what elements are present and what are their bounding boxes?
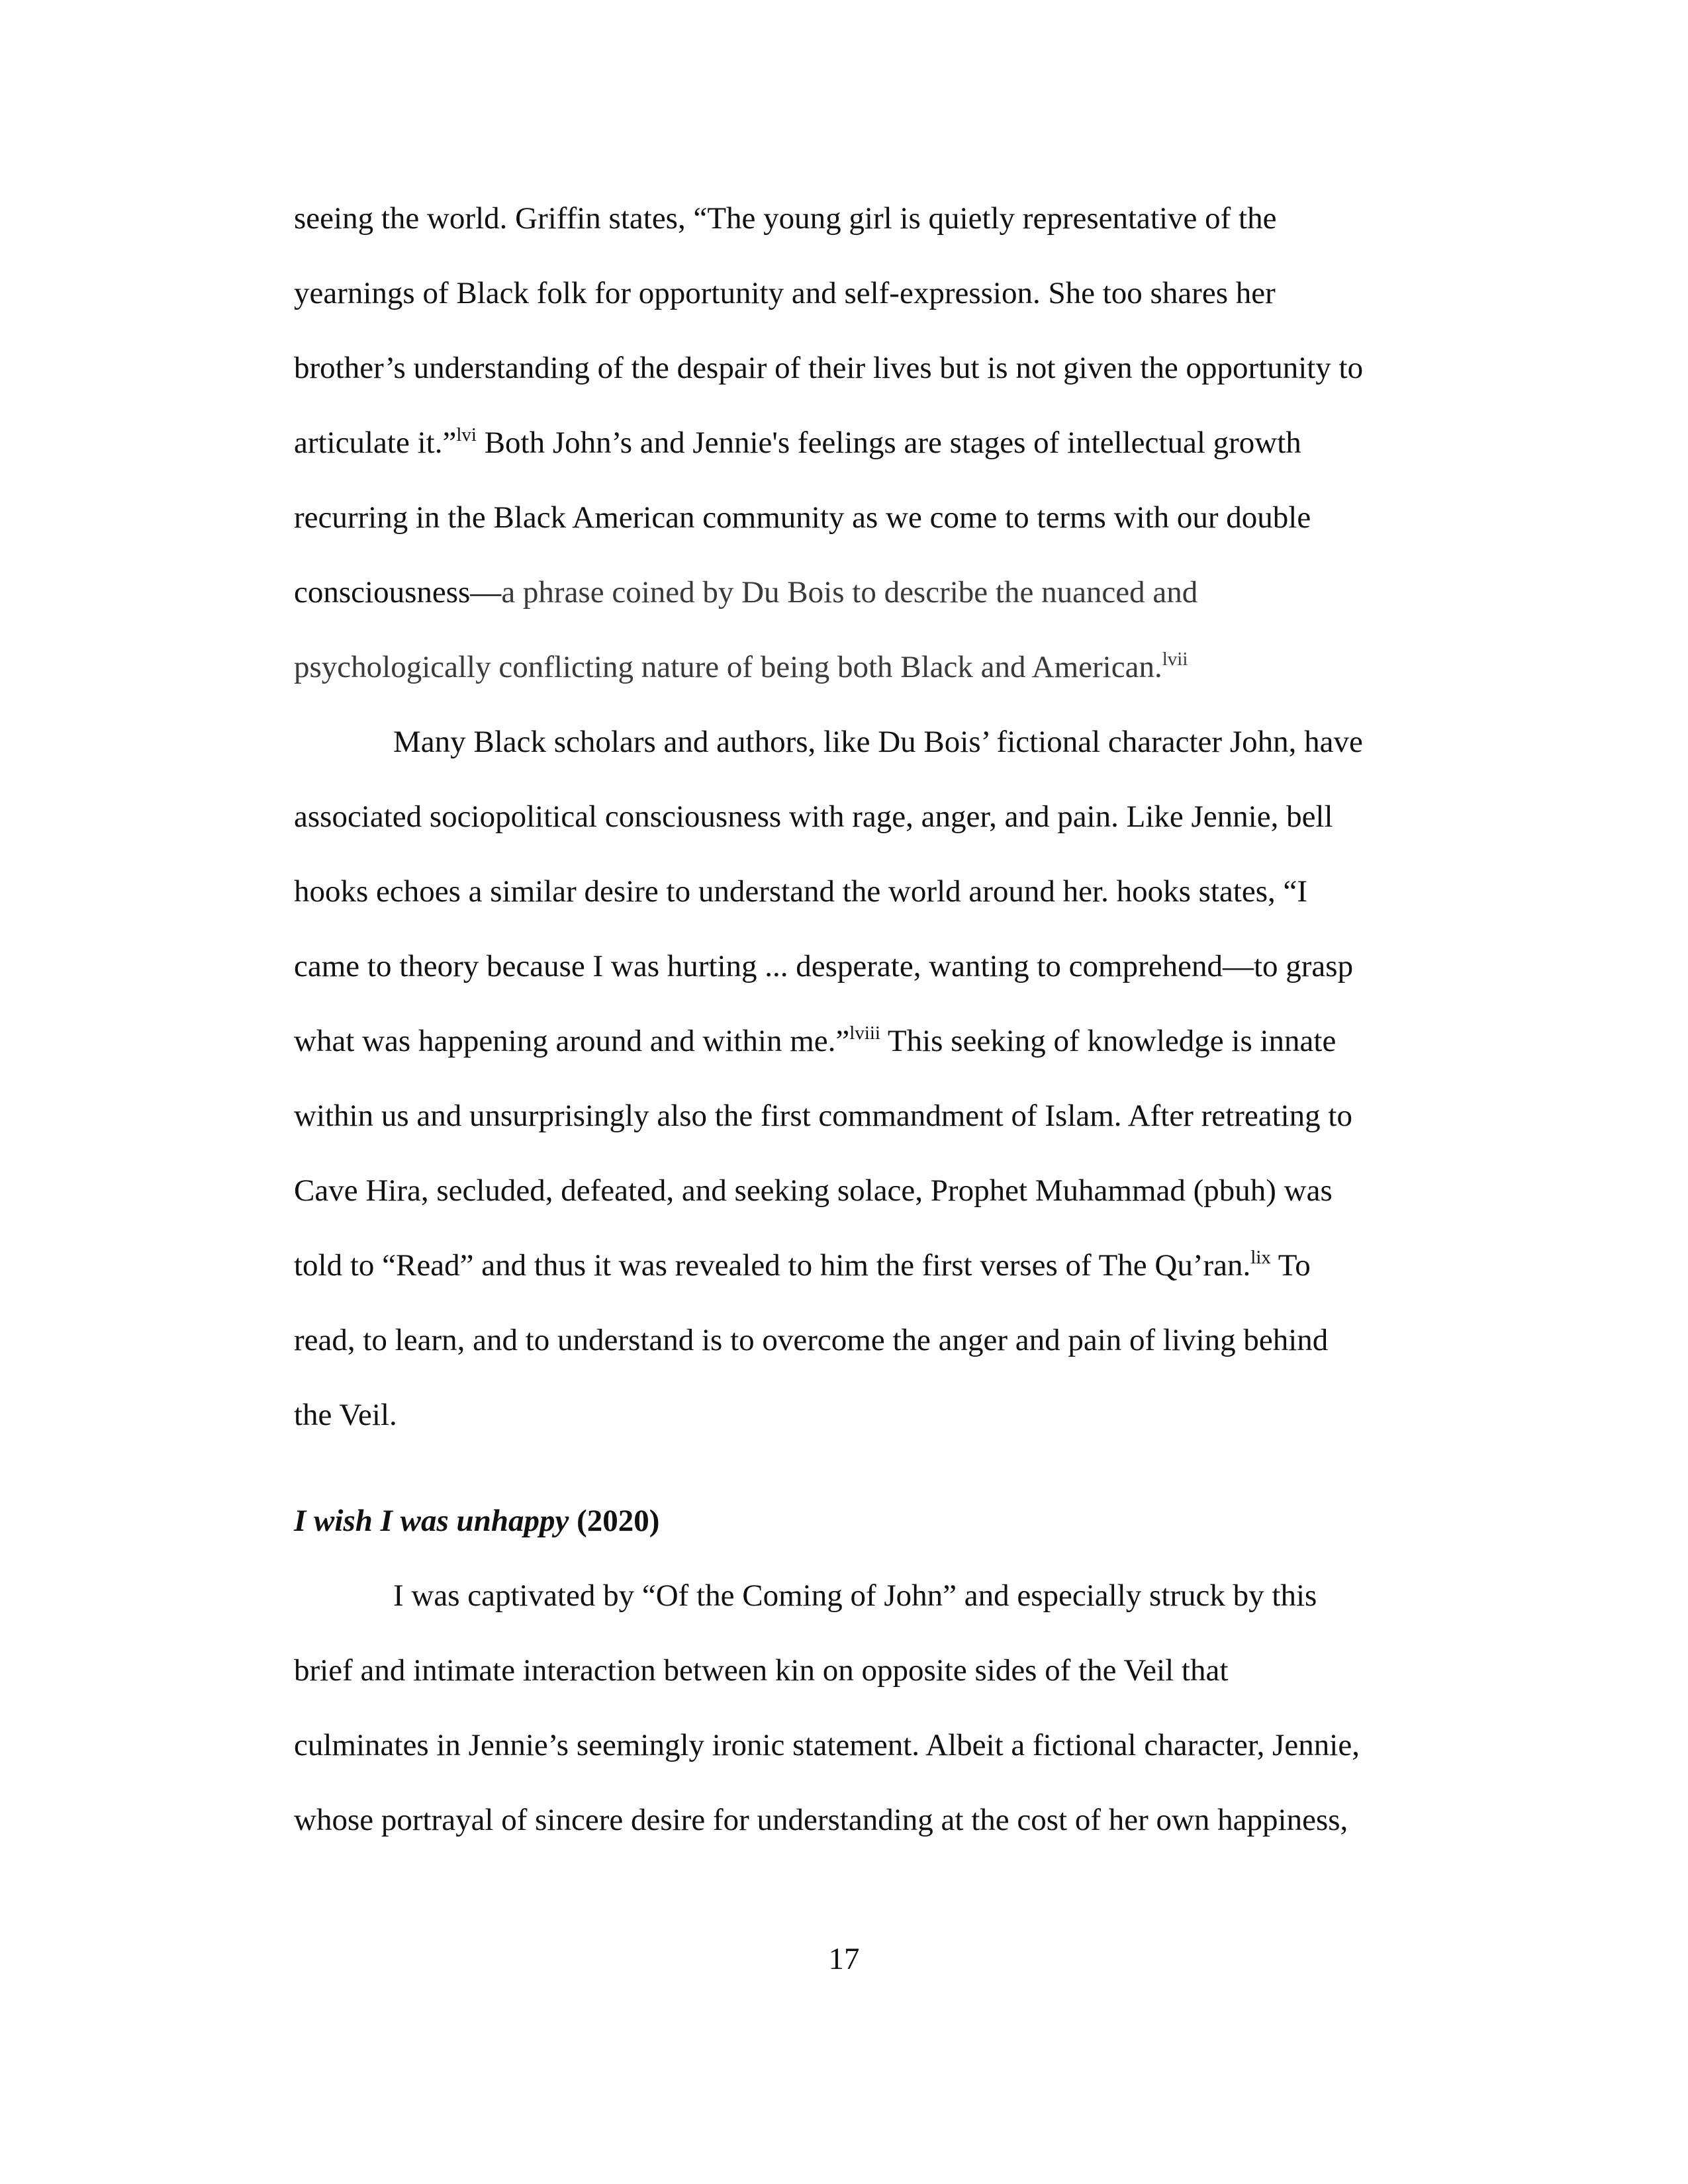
endnote-marker: lvii <box>1162 649 1188 670</box>
paragraph-3-line-2: brief and intimate interaction between kin on opposite sides of the Veil that <box>294 1653 1229 1688</box>
section-heading <box>294 1502 659 1539</box>
line-text-grey: psychologically conflicting nature of being both Black and American. <box>294 650 1162 684</box>
paragraph-1-line-6 <box>294 574 1197 611</box>
paragraph-1-line-2: yearnings of Black folk for opportunity and self-expression. She too shares her <box>294 276 1276 310</box>
paragraph-3-line-3: culminates in Jennie’s seemingly ironic statement. Albeit a fictional character, Jennie, <box>294 1728 1360 1762</box>
line-text: consciousness— <box>294 575 502 610</box>
paragraph-3-line-4: whose portrayal of sincere desire for understanding at the cost of her own happiness, <box>294 1803 1348 1837</box>
paragraph-1-line-5: recurring in the Black American community as we come to terms with our double <box>294 500 1311 535</box>
paragraph-2-line-4: came to theory because I was hurting ... desperate, wanting to comprehend—to grasp <box>294 949 1354 983</box>
endnote-marker: lviii <box>849 1023 880 1044</box>
paragraph-2-line-1: Many Black scholars and authors, like Du Bois’ fictional character John, have <box>393 725 1363 759</box>
paragraph-2-line-10: the Veil. <box>294 1398 397 1432</box>
line-text: This seeking of knowledge is innate <box>880 1024 1336 1058</box>
paragraph-2-line-9: read, to learn, and to understand is to overcome the anger and pain of living behind <box>294 1323 1329 1357</box>
paragraph-3-line-1: I was captivated by “Of the Coming of John” and especially struck by this <box>393 1578 1317 1613</box>
endnote-marker: lvi <box>456 424 477 445</box>
paragraph-2-line-6: within us and unsurprisingly also the first commandment of Islam. After retreating to <box>294 1099 1352 1133</box>
endnote-marker: lix <box>1250 1247 1271 1268</box>
paragraph-2-line-2: associated sociopolitical consciousness with rage, anger, and pain. Like Jennie, bell <box>294 799 1333 834</box>
section-heading-year: (2020) <box>569 1504 660 1538</box>
line-text: what was happening around and within me.” <box>294 1024 850 1058</box>
paragraph-2-line-7: Cave Hira, secluded, defeated, and seeking solace, Prophet Muhammad (pbuh) was <box>294 1173 1333 1208</box>
paragraph-1-line-1: seeing the world. Griffin states, “The young girl is quietly representative of the <box>294 201 1277 236</box>
line-text: articulate it.” <box>294 426 457 460</box>
line-text: told to “Read” and thus it was revealed to him the first verses of The Qu’ran. <box>294 1248 1251 1283</box>
paragraph-1-line-7 <box>294 649 1188 686</box>
line-text-grey: a phrase coined by Du Bois to describe the nuanced and <box>501 575 1198 610</box>
paragraph-1-line-4 <box>294 424 1301 461</box>
page-number: 17 <box>828 1942 860 1976</box>
line-text: To <box>1270 1248 1311 1283</box>
paragraph-2-line-8 <box>294 1247 1311 1284</box>
section-heading-title: I wish I was unhappy <box>294 1504 569 1538</box>
paragraph-1-line-3: brother’s understanding of the despair of their lives but is not given the opportunity to <box>294 351 1364 385</box>
paragraph-2-line-5 <box>294 1023 1336 1060</box>
line-text: Both John’s and Jennie's feelings are stages of intellectual growth <box>476 426 1301 460</box>
paragraph-2-line-3: hooks echoes a similar desire to understand the world around her. hooks states, “I <box>294 874 1308 909</box>
